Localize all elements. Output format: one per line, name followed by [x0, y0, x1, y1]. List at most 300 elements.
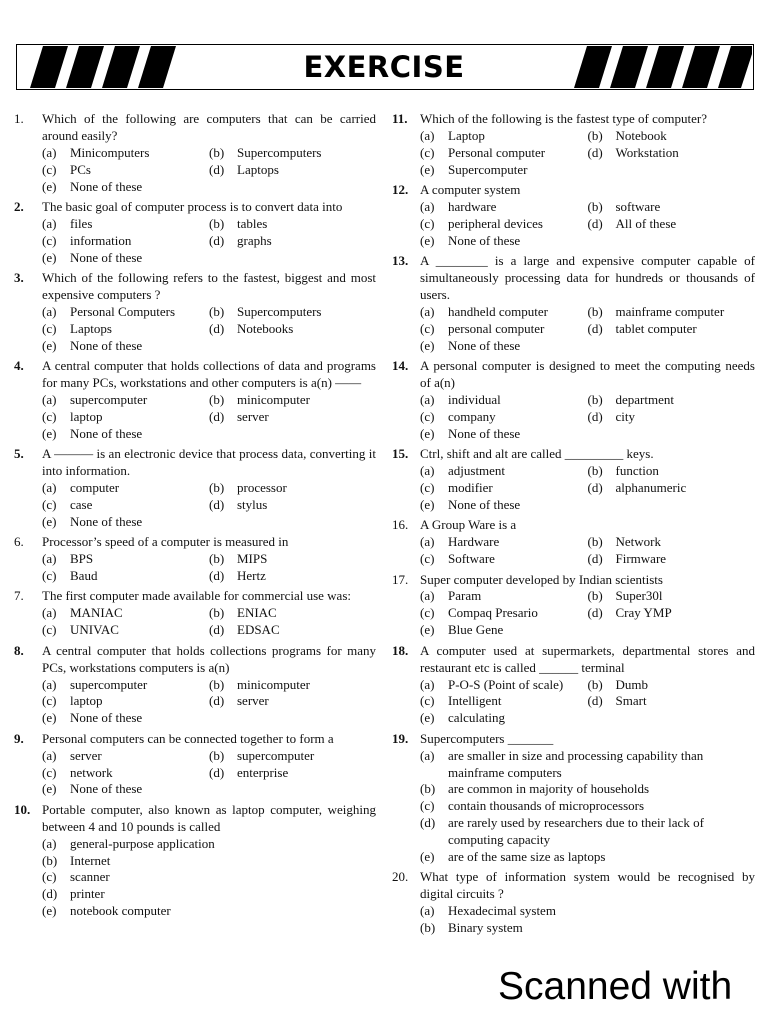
- option-text: Blue Gene: [448, 622, 504, 638]
- answer-option: [209, 233, 376, 250]
- answer-option: [209, 497, 376, 514]
- option-text: server: [237, 408, 269, 424]
- option-text: are rarely used by researchers due to their lack of computing capacity: [448, 815, 704, 848]
- option-text: Super30l: [615, 588, 663, 604]
- answer-options: [420, 903, 755, 937]
- option-letter: (e): [420, 849, 435, 865]
- option-text: tables: [237, 215, 268, 231]
- option-text: Supercomputers: [237, 303, 322, 319]
- option-text: hardware: [448, 199, 497, 215]
- answer-options: [420, 534, 755, 568]
- answer-option: [42, 710, 209, 727]
- option-letter: (d): [209, 408, 225, 424]
- question-number: 4.: [14, 358, 24, 374]
- option-text: stylus: [237, 496, 268, 512]
- question-number: 8.: [14, 642, 24, 658]
- option-letter: (d): [209, 232, 225, 248]
- option-letter: (c): [42, 320, 57, 336]
- option-letter: (c): [42, 764, 57, 780]
- question-item: [14, 446, 376, 531]
- question-text: Which of the following are computers that can be carried around easily?: [42, 111, 376, 143]
- answer-option: [42, 765, 209, 782]
- option-text: MIPS: [237, 551, 268, 567]
- answer-option: [209, 304, 376, 321]
- question-text: Personal computers can be connected together to form a: [42, 730, 334, 746]
- question-item: [392, 182, 755, 250]
- answer-option: [588, 128, 756, 145]
- answer-option: [420, 781, 755, 798]
- option-text: scanner: [70, 869, 110, 885]
- answer-option: [420, 693, 588, 710]
- option-text: None of these: [70, 710, 143, 726]
- option-letter: (e): [42, 710, 57, 726]
- question-body: [420, 731, 755, 866]
- option-text: enterprise: [237, 764, 289, 780]
- option-letter: (b): [209, 303, 225, 319]
- option-text: adjustment: [448, 463, 506, 479]
- option-letter: (e): [42, 337, 57, 353]
- option-text: None of these: [448, 337, 521, 353]
- option-text: notebook computer: [70, 903, 171, 919]
- option-letter: (d): [587, 320, 603, 336]
- answer-option: [42, 480, 209, 497]
- question-body: [420, 869, 755, 937]
- option-text: laptop: [70, 408, 103, 424]
- answer-options: [420, 463, 755, 514]
- option-text: laptop: [70, 693, 103, 709]
- option-text: Laptops: [237, 161, 279, 177]
- question-item: [392, 358, 755, 443]
- page-title: EXERCISE: [303, 50, 465, 84]
- option-letter: (e): [420, 232, 435, 248]
- answer-options: [42, 605, 376, 639]
- option-letter: (c): [420, 693, 435, 709]
- question-item: [392, 253, 755, 354]
- option-text: Param: [448, 588, 482, 604]
- option-letter: (a): [420, 392, 435, 407]
- answer-option: [209, 162, 376, 179]
- answer-option: [42, 886, 376, 903]
- question-item: [392, 446, 755, 514]
- answer-option: [42, 304, 209, 321]
- option-letter: (a): [420, 534, 435, 550]
- option-text: Personal Computers: [70, 303, 176, 319]
- question-number: 11.: [392, 111, 408, 126]
- option-letter: (e): [42, 249, 57, 265]
- answer-option: [42, 216, 209, 233]
- question-text: The basic goal of computer process is to convert data into: [42, 199, 343, 215]
- question-body: [420, 643, 755, 728]
- question-text: A computer used at supermarkets, departmental stores and restaurant etc is called ______ terminal: [420, 642, 755, 675]
- option-text: handheld computer: [448, 303, 548, 319]
- question-text: Which of the following refers to the fastest, biggest and most expensive computers ?: [42, 270, 376, 303]
- option-letter: (b): [587, 676, 603, 692]
- option-letter: (b): [587, 463, 603, 479]
- right-question-column: [392, 111, 755, 941]
- question-text: A computer system: [420, 182, 521, 198]
- option-letter: (d): [587, 215, 603, 231]
- answer-option: [588, 605, 756, 622]
- option-letter: (b): [587, 588, 603, 604]
- question-body: [42, 534, 376, 585]
- answer-option: [42, 551, 209, 568]
- question-item: [14, 534, 376, 585]
- option-letter: (d): [209, 161, 225, 177]
- question-number: 13.: [392, 253, 409, 269]
- answer-options: [420, 128, 755, 179]
- answer-option: [209, 765, 376, 782]
- option-letter: (d): [209, 622, 225, 638]
- answer-option: [42, 426, 209, 443]
- option-text: city: [615, 408, 635, 424]
- question-body: [42, 588, 376, 639]
- option-text: Intelligent: [448, 693, 502, 709]
- answer-option: [588, 392, 756, 409]
- option-text: are of the same size as laptops: [448, 849, 606, 865]
- option-letter: (c): [420, 320, 435, 336]
- question-number: 16.: [392, 517, 409, 533]
- option-text: None of these: [448, 425, 521, 441]
- answer-options: [420, 304, 755, 355]
- question-item: [392, 731, 755, 866]
- answer-option: [588, 693, 756, 710]
- option-letter: (c): [42, 408, 57, 424]
- answer-option: [420, 304, 588, 321]
- question-body: [42, 643, 376, 728]
- option-text: Supercomputers: [237, 144, 322, 160]
- question-number: 14.: [392, 358, 409, 374]
- option-letter: (e): [42, 903, 57, 919]
- answer-option: [42, 605, 209, 622]
- option-text: computer: [70, 480, 120, 496]
- option-text: function: [615, 463, 659, 479]
- option-letter: (c): [42, 232, 57, 248]
- option-text: None of these: [448, 496, 521, 512]
- option-letter: (e): [420, 161, 435, 177]
- option-text: None of these: [70, 249, 143, 265]
- question-text: Processor’s speed of a computer is measured in: [42, 534, 289, 550]
- option-text: supercomputer: [70, 676, 148, 692]
- option-letter: (b): [209, 480, 225, 496]
- option-text: tablet computer: [615, 320, 697, 336]
- option-letter: (a): [42, 215, 57, 231]
- answer-option: [42, 179, 209, 196]
- answer-option: [420, 534, 588, 551]
- option-letter: (b): [587, 534, 603, 550]
- answer-option: [42, 677, 209, 694]
- answer-option: [420, 321, 588, 338]
- answer-option: [420, 622, 588, 639]
- answer-option: [420, 162, 588, 179]
- answer-option: [420, 815, 755, 849]
- question-item: [392, 572, 755, 640]
- question-number: 17.: [392, 571, 409, 587]
- option-letter: (b): [209, 144, 225, 160]
- option-text: Hertz: [237, 568, 266, 584]
- question-body: [42, 731, 376, 799]
- option-text: UNIVAC: [70, 622, 119, 638]
- option-text: general-purpose application: [70, 835, 215, 851]
- question-text: A Group Ware is a: [420, 517, 517, 533]
- answer-option: [42, 162, 209, 179]
- answer-options: [420, 677, 755, 728]
- question-item: [14, 731, 376, 799]
- option-letter: (c): [420, 480, 435, 496]
- answer-option: [420, 849, 755, 866]
- option-text: Binary system: [448, 920, 523, 936]
- option-letter: (e): [42, 425, 57, 441]
- option-text: peripheral devices: [448, 215, 543, 231]
- option-text: Personal computer: [448, 144, 546, 160]
- answer-options: [42, 677, 376, 728]
- answer-options: [42, 145, 376, 196]
- option-text: None of these: [70, 337, 143, 353]
- option-text: minicomputer: [237, 392, 310, 407]
- question-item: [392, 111, 755, 179]
- answer-option: [42, 233, 209, 250]
- option-text: calculating: [448, 710, 506, 726]
- option-letter: (b): [587, 127, 603, 143]
- option-text: Hardware: [448, 534, 500, 550]
- question-item: [392, 869, 755, 937]
- answer-option: [209, 605, 376, 622]
- option-text: All of these: [615, 215, 677, 231]
- option-letter: (c): [420, 798, 435, 814]
- question-number: 3.: [14, 270, 24, 286]
- option-letter: (e): [42, 513, 57, 529]
- answer-option: [420, 426, 588, 443]
- option-text: mainframe computer: [615, 303, 725, 319]
- option-letter: (b): [209, 392, 225, 407]
- option-letter: (d): [587, 605, 603, 621]
- option-letter: (c): [420, 408, 435, 424]
- option-letter: (c): [42, 161, 57, 177]
- left-question-column: [14, 111, 376, 924]
- option-text: network: [70, 764, 113, 780]
- option-text: alphanumeric: [615, 480, 687, 496]
- option-letter: (b): [587, 303, 603, 319]
- answer-option: [42, 250, 209, 267]
- answer-option: [420, 409, 588, 426]
- option-text: supercomputer: [237, 747, 315, 763]
- question-text: What type of information system would be recognised by digital circuits ?: [420, 869, 755, 902]
- answer-options: [420, 588, 755, 639]
- question-body: [420, 253, 755, 354]
- question-text: Supercomputers _______: [420, 730, 554, 746]
- option-letter: (c): [42, 622, 57, 638]
- option-letter: (d): [209, 496, 225, 512]
- question-body: [42, 358, 376, 443]
- option-text: server: [70, 747, 102, 763]
- answer-option: [42, 409, 209, 426]
- question-body: [42, 802, 376, 920]
- answer-option: [209, 480, 376, 497]
- answer-option: [42, 321, 209, 338]
- answer-option: [588, 145, 756, 162]
- option-letter: (d): [587, 551, 603, 567]
- option-letter: (c): [420, 605, 435, 621]
- option-letter: (e): [420, 425, 435, 441]
- option-letter: (a): [42, 551, 57, 567]
- option-letter: (a): [42, 144, 57, 160]
- option-text: MANIAC: [70, 605, 123, 621]
- answer-option: [42, 145, 209, 162]
- question-number: 20.: [392, 869, 409, 885]
- question-number: 6.: [14, 534, 24, 550]
- answer-options: [42, 392, 376, 443]
- option-letter: (b): [420, 920, 436, 936]
- answer-options: [420, 392, 755, 443]
- answer-option: [42, 392, 209, 409]
- answer-option: [588, 534, 756, 551]
- option-text: Minicomputers: [70, 144, 150, 160]
- option-letter: (d): [420, 815, 436, 831]
- option-letter: (e): [42, 178, 57, 194]
- option-letter: (a): [420, 303, 435, 319]
- answer-option: [209, 693, 376, 710]
- question-item: [392, 643, 755, 728]
- answer-option: [42, 514, 209, 531]
- option-letter: (c): [42, 496, 57, 512]
- option-letter: (a): [42, 605, 57, 621]
- answer-options: [42, 304, 376, 355]
- question-text: Ctrl, shift and alt are called _________ keys.: [420, 446, 654, 462]
- option-letter: (d): [587, 144, 603, 160]
- question-text: A ——— is an electronic device that process data, converting it into information.: [42, 446, 376, 479]
- question-item: [14, 270, 376, 355]
- question-item: [14, 199, 376, 267]
- question-body: [420, 358, 755, 443]
- option-letter: (a): [42, 480, 57, 496]
- question-body: [42, 446, 376, 531]
- option-letter: (e): [420, 337, 435, 353]
- answer-option: [209, 622, 376, 639]
- answer-option: [420, 497, 588, 514]
- answer-option: [420, 588, 588, 605]
- option-letter: (a): [420, 747, 435, 763]
- answer-option: [42, 338, 209, 355]
- answer-option: [420, 128, 588, 145]
- answer-option: [420, 677, 588, 694]
- answer-option: [588, 304, 756, 321]
- option-letter: (a): [42, 676, 57, 692]
- answer-option: [588, 216, 756, 233]
- answer-option: [420, 338, 588, 355]
- question-number: 7.: [14, 588, 24, 604]
- answer-option: [42, 903, 376, 920]
- answer-option: [209, 392, 376, 409]
- answer-option: [588, 463, 756, 480]
- option-letter: (e): [420, 710, 435, 726]
- option-text: BPS: [70, 551, 94, 567]
- answer-option: [588, 409, 756, 426]
- option-letter: (a): [420, 903, 435, 919]
- option-text: server: [237, 693, 269, 709]
- option-letter: (b): [587, 392, 603, 407]
- answer-option: [420, 903, 755, 920]
- question-text: A ________ is a large and expensive computer capable of simultaneously processing data for hundreds or thousands of users.: [420, 253, 755, 303]
- option-text: Notebooks: [237, 320, 294, 336]
- answer-option: [209, 216, 376, 233]
- answer-option: [42, 853, 376, 870]
- question-number: 1.: [14, 111, 24, 126]
- answer-option: [209, 321, 376, 338]
- option-letter: (a): [420, 127, 435, 143]
- question-body: [42, 111, 376, 196]
- scanner-watermark: Scanned with: [498, 965, 733, 1008]
- question-body: [420, 517, 755, 568]
- option-text: are smaller in size and processing capability than mainframe computers: [448, 747, 704, 780]
- option-letter: (d): [209, 764, 225, 780]
- question-text: Which of the following is the fastest type of computer?: [420, 111, 708, 126]
- answer-option: [209, 409, 376, 426]
- option-letter: (a): [420, 588, 435, 604]
- option-text: PCs: [70, 161, 91, 177]
- option-text: Cray YMP: [615, 605, 672, 621]
- option-letter: (b): [209, 215, 225, 231]
- option-letter: (a): [42, 392, 57, 407]
- question-item: [14, 358, 376, 443]
- question-item: [392, 517, 755, 568]
- question-item: [14, 643, 376, 728]
- option-letter: (d): [587, 693, 603, 709]
- option-text: Notebook: [615, 127, 667, 143]
- question-number: 18.: [392, 642, 409, 658]
- question-text: Portable computer, also known as laptop computer, weighing between 4 and 10 pounds is called: [42, 801, 376, 834]
- answer-option: [209, 677, 376, 694]
- option-letter: (b): [209, 676, 225, 692]
- answer-option: [209, 748, 376, 765]
- question-number: 2.: [14, 199, 24, 215]
- option-text: minicomputer: [237, 676, 310, 692]
- option-text: are common in majority of households: [448, 781, 650, 797]
- option-letter: (e): [42, 781, 57, 797]
- option-text: Supercomputer: [448, 161, 528, 177]
- option-text: Laptop: [448, 127, 485, 143]
- question-body: [420, 572, 755, 640]
- option-letter: (a): [420, 463, 435, 479]
- option-text: case: [70, 496, 93, 512]
- option-text: company: [448, 408, 496, 424]
- option-letter: (b): [209, 605, 225, 621]
- question-number: 12.: [392, 182, 409, 198]
- option-text: Software: [448, 551, 495, 567]
- answer-option: [209, 568, 376, 585]
- answer-options: [42, 551, 376, 585]
- question-body: [420, 446, 755, 514]
- option-letter: (b): [209, 551, 225, 567]
- option-text: Smart: [615, 693, 647, 709]
- answer-option: [42, 869, 376, 886]
- question-number: 9.: [14, 730, 24, 746]
- option-text: information: [70, 232, 132, 248]
- option-letter: (c): [420, 144, 435, 160]
- option-letter: (e): [420, 622, 435, 638]
- answer-option: [42, 568, 209, 585]
- answer-option: [420, 710, 588, 727]
- option-text: department: [615, 392, 674, 407]
- option-letter: (d): [587, 408, 603, 424]
- option-letter: (d): [209, 320, 225, 336]
- option-letter: (b): [209, 747, 225, 763]
- option-letter: (a): [42, 747, 57, 763]
- option-text: None of these: [70, 513, 143, 529]
- option-letter: (b): [42, 852, 58, 868]
- option-text: None of these: [448, 232, 521, 248]
- answer-option: [420, 605, 588, 622]
- option-text: Network: [615, 534, 661, 550]
- option-text: contain thousands of microprocessors: [448, 798, 645, 814]
